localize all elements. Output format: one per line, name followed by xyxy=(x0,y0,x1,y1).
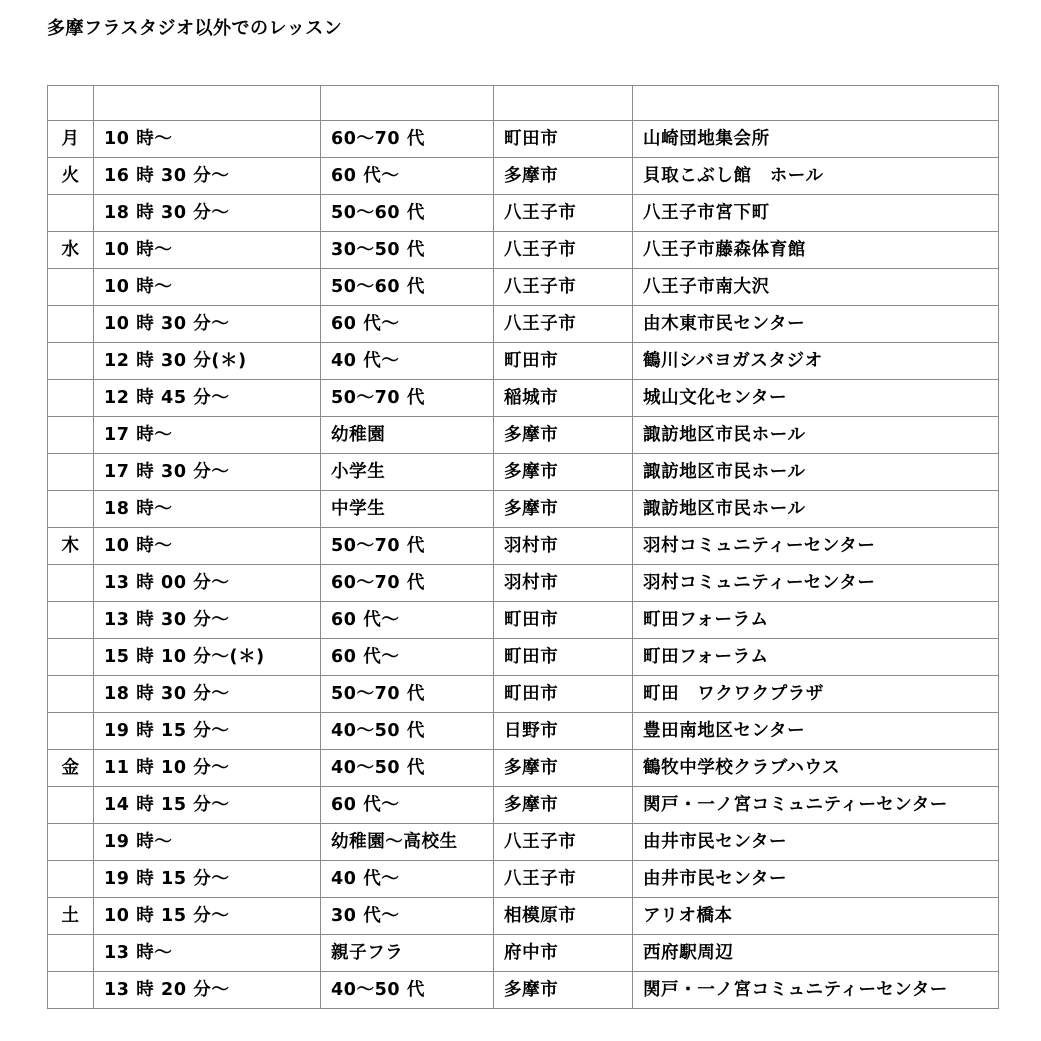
time-cell: 10 時～ xyxy=(94,232,321,269)
venue-cell: 関戸・一ノ宮コミュニティーセンター xyxy=(633,972,999,1009)
city-cell: 八王子市 xyxy=(494,306,633,343)
day-cell xyxy=(48,491,94,528)
table-row xyxy=(48,935,999,972)
venue-cell: 由井市民センター xyxy=(633,824,999,861)
time-cell: 10 時～ xyxy=(94,121,321,158)
table-row xyxy=(48,898,999,935)
day-cell: 土 xyxy=(48,898,94,935)
time-cell: 13 時 30 分～ xyxy=(94,602,321,639)
table-row xyxy=(48,269,999,306)
day-cell: 水 xyxy=(48,232,94,269)
table-row xyxy=(48,454,999,491)
city-cell: 八王子市 xyxy=(494,232,633,269)
city-cell: 町田市 xyxy=(494,602,633,639)
table-row xyxy=(48,528,999,565)
day-cell xyxy=(48,713,94,750)
venue-cell: 町田 ワクワクプラザ xyxy=(633,676,999,713)
venue-cell: 山崎団地集会所 xyxy=(633,121,999,158)
venue-cell: 由井市民センター xyxy=(633,861,999,898)
header-cell-day xyxy=(48,86,94,121)
header-cell-city xyxy=(494,86,633,121)
city-cell: 町田市 xyxy=(494,343,633,380)
city-cell: 町田市 xyxy=(494,121,633,158)
table-row xyxy=(48,713,999,750)
table-row xyxy=(48,491,999,528)
venue-cell: アリオ橋本 xyxy=(633,898,999,935)
city-cell: 稲城市 xyxy=(494,380,633,417)
city-cell: 八王子市 xyxy=(494,269,633,306)
venue-cell: 鶴川シバヨガスタジオ xyxy=(633,343,999,380)
day-cell: 火 xyxy=(48,158,94,195)
day-cell xyxy=(48,269,94,306)
time-cell: 19 時 15 分～ xyxy=(94,713,321,750)
day-cell xyxy=(48,972,94,1009)
time-cell: 18 時～ xyxy=(94,491,321,528)
age-cell: 60 代～ xyxy=(321,787,494,824)
age-cell: 30 代～ xyxy=(321,898,494,935)
day-cell xyxy=(48,639,94,676)
header-cell-venue xyxy=(633,86,999,121)
age-cell: 50～70 代 xyxy=(321,380,494,417)
venue-cell: 八王子市藤森体育館 xyxy=(633,232,999,269)
venue-cell: 西府駅周辺 xyxy=(633,935,999,972)
city-cell: 多摩市 xyxy=(494,454,633,491)
table-row xyxy=(48,565,999,602)
age-cell: 30～50 代 xyxy=(321,232,494,269)
table-row xyxy=(48,343,999,380)
day-cell xyxy=(48,861,94,898)
table-row xyxy=(48,417,999,454)
day-cell xyxy=(48,195,94,232)
table-row xyxy=(48,380,999,417)
city-cell: 八王子市 xyxy=(494,824,633,861)
age-cell: 親子フラ xyxy=(321,935,494,972)
lesson-schedule-table xyxy=(47,85,999,1009)
time-cell: 10 時～ xyxy=(94,528,321,565)
age-cell: 50～60 代 xyxy=(321,269,494,306)
age-cell: 50～70 代 xyxy=(321,528,494,565)
time-cell: 10 時 30 分～ xyxy=(94,306,321,343)
day-cell: 月 xyxy=(48,121,94,158)
venue-cell: 八王子市南大沢 xyxy=(633,269,999,306)
day-cell xyxy=(48,787,94,824)
age-cell: 60 代～ xyxy=(321,639,494,676)
age-cell: 60 代～ xyxy=(321,306,494,343)
city-cell: 羽村市 xyxy=(494,528,633,565)
day-cell xyxy=(48,380,94,417)
age-cell: 40～50 代 xyxy=(321,750,494,787)
age-cell: 60～70 代 xyxy=(321,121,494,158)
time-cell: 19 時～ xyxy=(94,824,321,861)
age-cell: 60～70 代 xyxy=(321,565,494,602)
age-cell: 40～50 代 xyxy=(321,713,494,750)
age-cell: 50～70 代 xyxy=(321,676,494,713)
city-cell: 府中市 xyxy=(494,935,633,972)
time-cell: 15 時 10 分～(＊) xyxy=(94,639,321,676)
day-cell xyxy=(48,602,94,639)
city-cell: 多摩市 xyxy=(494,491,633,528)
day-cell xyxy=(48,306,94,343)
time-cell: 12 時 45 分～ xyxy=(94,380,321,417)
city-cell: 日野市 xyxy=(494,713,633,750)
header-cell-age xyxy=(321,86,494,121)
time-cell: 14 時 15 分～ xyxy=(94,787,321,824)
time-cell: 17 時～ xyxy=(94,417,321,454)
city-cell: 相模原市 xyxy=(494,898,633,935)
table-row xyxy=(48,861,999,898)
day-cell xyxy=(48,454,94,491)
venue-cell: 鶴牧中学校クラブハウス xyxy=(633,750,999,787)
time-cell: 16 時 30 分～ xyxy=(94,158,321,195)
header-cell-time xyxy=(94,86,321,121)
city-cell: 羽村市 xyxy=(494,565,633,602)
city-cell: 多摩市 xyxy=(494,972,633,1009)
day-cell xyxy=(48,824,94,861)
venue-cell: 城山文化センター xyxy=(633,380,999,417)
venue-cell: 豊田南地区センター xyxy=(633,713,999,750)
day-cell xyxy=(48,935,94,972)
table-row xyxy=(48,787,999,824)
table-row xyxy=(48,121,999,158)
venue-cell: 由木東市民センター xyxy=(633,306,999,343)
table-row xyxy=(48,676,999,713)
day-cell xyxy=(48,417,94,454)
age-cell: 幼稚園 xyxy=(321,417,494,454)
day-cell xyxy=(48,565,94,602)
page-title: 多摩フラスタジオ以外でのレッスン xyxy=(47,18,343,39)
venue-cell: 町田フォーラム xyxy=(633,602,999,639)
age-cell: 小学生 xyxy=(321,454,494,491)
age-cell: 60 代～ xyxy=(321,602,494,639)
city-cell: 八王子市 xyxy=(494,861,633,898)
venue-cell: 諏訪地区市民ホール xyxy=(633,417,999,454)
time-cell: 19 時 15 分～ xyxy=(94,861,321,898)
day-cell xyxy=(48,676,94,713)
time-cell: 10 時 15 分～ xyxy=(94,898,321,935)
venue-cell: 貝取こぶし館 ホール xyxy=(633,158,999,195)
age-cell: 40～50 代 xyxy=(321,972,494,1009)
table-row xyxy=(48,158,999,195)
time-cell: 13 時 20 分～ xyxy=(94,972,321,1009)
venue-cell: 諏訪地区市民ホール xyxy=(633,491,999,528)
city-cell: 八王子市 xyxy=(494,195,633,232)
schedule-body xyxy=(48,86,999,1009)
age-cell: 幼稚園～高校生 xyxy=(321,824,494,861)
table-row xyxy=(48,602,999,639)
time-cell: 18 時 30 分～ xyxy=(94,676,321,713)
venue-cell: 羽村コミュニティーセンター xyxy=(633,565,999,602)
venue-cell: 諏訪地区市民ホール xyxy=(633,454,999,491)
city-cell: 多摩市 xyxy=(494,417,633,454)
table-row xyxy=(48,639,999,676)
venue-cell: 八王子市宮下町 xyxy=(633,195,999,232)
table-row xyxy=(48,972,999,1009)
time-cell: 11 時 10 分～ xyxy=(94,750,321,787)
table-row xyxy=(48,306,999,343)
table-row xyxy=(48,824,999,861)
city-cell: 多摩市 xyxy=(494,158,633,195)
day-cell: 木 xyxy=(48,528,94,565)
time-cell: 18 時 30 分～ xyxy=(94,195,321,232)
age-cell: 中学生 xyxy=(321,491,494,528)
venue-cell: 町田フォーラム xyxy=(633,639,999,676)
table-row xyxy=(48,232,999,269)
city-cell: 町田市 xyxy=(494,639,633,676)
table-row xyxy=(48,195,999,232)
city-cell: 町田市 xyxy=(494,676,633,713)
venue-cell: 羽村コミュニティーセンター xyxy=(633,528,999,565)
table-row xyxy=(48,750,999,787)
time-cell: 13 時～ xyxy=(94,935,321,972)
venue-cell: 関戸・一ノ宮コミュニティーセンター xyxy=(633,787,999,824)
header-row xyxy=(48,86,999,121)
age-cell: 40 代～ xyxy=(321,861,494,898)
day-cell: 金 xyxy=(48,750,94,787)
age-cell: 50～60 代 xyxy=(321,195,494,232)
day-cell xyxy=(48,343,94,380)
city-cell: 多摩市 xyxy=(494,750,633,787)
time-cell: 13 時 00 分～ xyxy=(94,565,321,602)
time-cell: 12 時 30 分(＊) xyxy=(94,343,321,380)
city-cell: 多摩市 xyxy=(494,787,633,824)
time-cell: 10 時～ xyxy=(94,269,321,306)
age-cell: 60 代～ xyxy=(321,158,494,195)
time-cell: 17 時 30 分～ xyxy=(94,454,321,491)
age-cell: 40 代～ xyxy=(321,343,494,380)
